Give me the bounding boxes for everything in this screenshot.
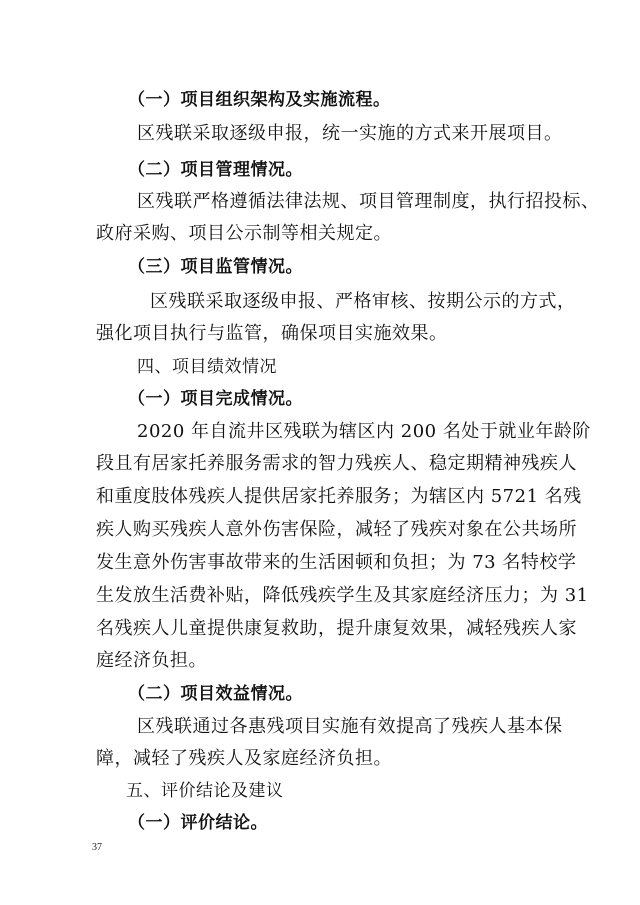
para-management-1: 区残联严格遵循法律法规、项目管理制度，执行招投标、	[137, 191, 600, 212]
para-completion-3: 和重度肢体残疾人提供居家托养服务；为辖区内 5721 名残	[96, 486, 582, 507]
para-completion-7: 名残疾人儿童提供康复救助，提升康复效果，减轻残疾人家	[96, 618, 577, 639]
para-completion-4: 疾人购买残疾人意外伤害保险，减轻了残疾对象在公共场所	[96, 519, 577, 540]
para-benefit-2: 障，减轻了残疾人及家庭经济负担。	[96, 748, 392, 769]
para-management-2: 政府采购、项目公示制等相关规定。	[96, 223, 392, 244]
para-completion-5: 发生意外伤害事故带来的生活困顿和负担；为 73 名特校学	[96, 552, 577, 573]
section-performance: 四、项目绩效情况	[137, 357, 277, 377]
para-completion-8: 庭经济负担。	[96, 650, 207, 671]
heading-evaluation-conclusion: （一）评价结论。	[128, 813, 268, 833]
para-supervision-2: 强化项目执行与监管，确保项目实施效果。	[96, 323, 448, 344]
para-completion-1: 2020 年自流井区残联为辖区内 200 名处于就业年龄阶	[137, 421, 591, 442]
heading-completion: （一）项目完成情况。	[128, 389, 303, 409]
section-evaluation: 五、评价结论及建议	[126, 781, 284, 801]
heading-benefit: （二）项目效益情况。	[128, 684, 303, 704]
para-benefit-1: 区残联通过各惠残项目实施有效提高了残疾人基本保	[137, 716, 563, 737]
heading-org-structure: （一）项目组织架构及实施流程。	[128, 90, 391, 110]
para-completion-2: 段且有居家托养服务需求的智力残疾人、稳定期精神残疾人	[96, 453, 577, 474]
page-number: 37	[92, 842, 102, 853]
para-completion-6: 生发放生活费补贴，降低残疾学生及其家庭经济压力；为 31	[96, 585, 589, 606]
heading-supervision: （三）项目监管情况。	[128, 257, 303, 277]
heading-management: （二）项目管理情况。	[128, 160, 303, 180]
para-supervision-1: 区残联采取逐级申报、严格审核、按期公示的方式，	[150, 291, 576, 312]
para-org-structure: 区残联采取逐级申报，统一实施的方式来开展项目。	[137, 123, 563, 144]
